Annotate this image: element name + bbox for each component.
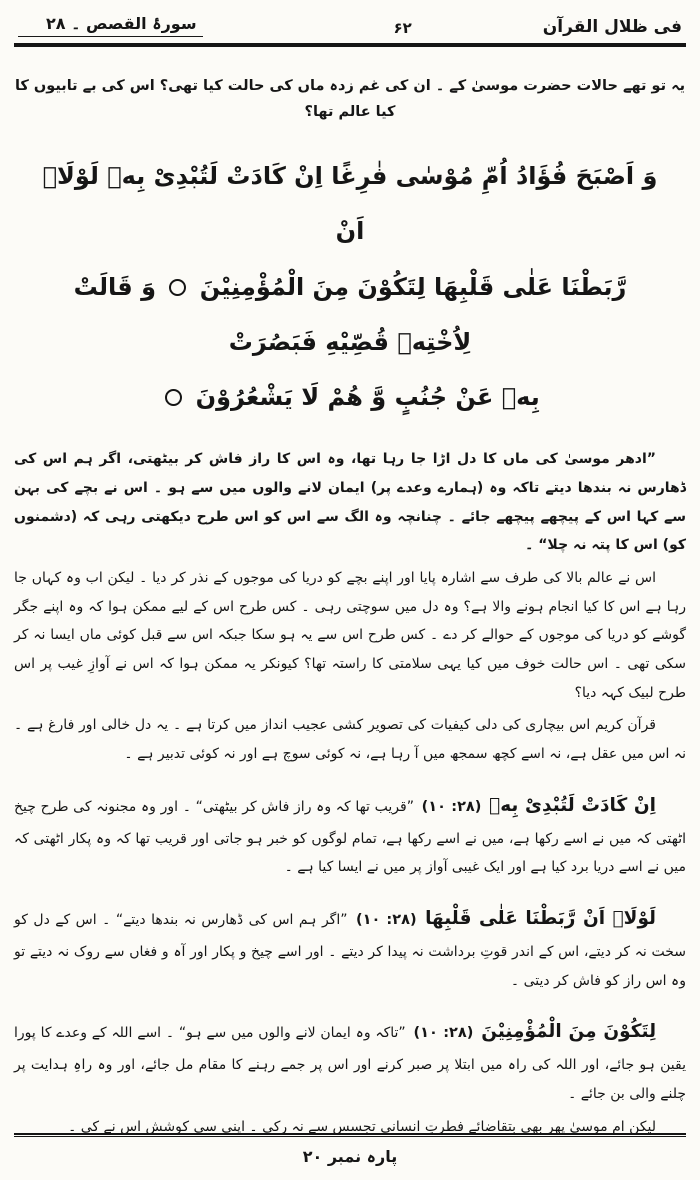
- arabic-lead-phrase: اِنْ کَادَتْ لَتُبْدِیْ بِهٖ: [489, 794, 657, 816]
- header-rule: [14, 43, 686, 47]
- tafsir-paragraph: [14, 711, 686, 768]
- intro-line: یہ تو تھے حالات حضرت موسیٰ کے ۔ ان کی غم زدہ ماں کی حالت کیا تھی؟ اس کی بے تابیوں کا کیا عالم تھا؟: [14, 78, 686, 121]
- tafsir-paragraph: [14, 900, 686, 995]
- page-header: [14, 10, 686, 43]
- para-number: پارہ نمبر ۲۰: [302, 1147, 398, 1166]
- paragraph-text: ”تاکہ وہ ایمان لانے والوں میں سے ہو“ ۔ اسے اللہ کے وعدے کا پورا یقین ہو جائے، اور اللہ کی راہ میں ابتلا پر صبر کرنے اور اس پر جمے رہنے کا مقام مل جائے، اور وہ راہِ ہدایت پر چلنے والی بن جائے ۔: [14, 1025, 686, 1102]
- paragraph-text: قرآن کریم اس بیچاری کی دلی کیفیات کی تصویر کشی عجیب انداز میں کرتا ہے ۔ یہ دل خالی اور فارغ ہے ۔ نہ اس میں عقل ہے، نہ اسے کچھ سمجھ میں آ رہا ہے، نہ کوئی سوچ ہے اور نہ کوئی تدبیر ہے ۔: [14, 717, 686, 762]
- page-footer: [14, 1133, 686, 1166]
- translation-paragraph: [14, 445, 686, 560]
- tafsir-paragraph: [14, 1013, 686, 1108]
- page-number: ۶۲: [393, 19, 412, 37]
- verse-text: وَ قَالَتْ لِاُخْتِهٖ قُصِّیْهِ فَبَصُرَتْ: [73, 272, 472, 356]
- quran-verse-line-1: [34, 149, 666, 259]
- quran-verse-line-3: [34, 370, 666, 425]
- verse-reference: (۲۸: ۱۰): [355, 911, 417, 928]
- tafsir-paragraph: [14, 787, 686, 882]
- ayah-end-icon: [169, 279, 186, 296]
- body-text: [14, 445, 686, 1141]
- quran-verse-line-2: [34, 260, 666, 370]
- paragraph-text: اس نے عالم بالا کی طرف سے اشارہ پایا اور اپنے بچے کو دریا کی موجوں کے نذر کر دیا ۔ لیکن اب وہ کہاں جا رہا ہے اس کا کیا انجام ہونے والا ہے؟ وہ دل میں سوچتی رہی ۔ کس طرح اس کے لیے ممکن ہوا کہ وہ اپنے جگر گوشے کو دریا کی موجوں کے حوالے کر دے ۔ کس طرح اس سے یہ ہو سکا جبکہ اس سے قبل کوئی ماں ایسا نہ کر سکی تھی ۔ اس حالت خوف میں کیا یہی سلامتی کا راستہ تھا؟ کیونکر یہ ممکن ہوا کہ اس نے آوازِ غیب پر اس طرح لبیک کہہ دیا؟: [14, 569, 686, 701]
- arabic-lead-phrase: لِتَکُوْنَ مِنَ الْمُؤْمِنِیْنَ: [481, 1021, 657, 1043]
- paragraph-text: ”اگر ہم اس کی ڈھارس نہ بندھا دیتے“ ۔ اس کے دل کو سخت نہ کر دیتے، اس کے اندر قوتِ برداشت نہ پیدا کر دیتے ۔ اور اسے چیخ و پکار اور آہ و فغاں سے روک نہ دیتے تو وہ اس راز کو فاش کر دیتی ۔: [14, 911, 686, 989]
- book-title: فی ظلال القرآن: [542, 17, 682, 37]
- verse-text: وَ اَصْبَحَ فُؤَادُ اُمِّ مُوْسٰی فٰرِغًا اِنْ کَادَتْ لَتُبْدِیْ بِهٖ لَوْلَاۤ اَنْ: [42, 162, 658, 246]
- paragraph-text: لیکن ام موسیٰ پھر بھی بتقاضائے فطرتِ انسانی تجسس سے نہ رکی ۔ اپنی سی کوشش اس نے کی ۔: [68, 1118, 656, 1135]
- verse-text: بِهٖ عَنْ جُنُبٍ وَّ هُمْ لَا یَشْعُرُوْنَ: [195, 382, 540, 411]
- paragraph-text: ”قریب تھا کہ وہ راز فاش کر بیٹھتی“ ۔ اور وہ مجنونہ کی طرح چیخ اٹھتی کہ میں نے اسے رکھا ہے، میں نے اسے رکھا ہے، تمام لوگوں کو خبر ہو جاتی اور قریب تھا کہ وہ پکار اٹھتی کہ میں نے اسے دریا برد کیا ہے اور ایک غیبی آواز پر میں نے ایسا کیا ہے ۔: [14, 798, 686, 876]
- verse-reference: (۲۸: ۱۰): [421, 798, 482, 815]
- surah-title: سورۂ القصص ۔ ۲۸: [18, 14, 203, 37]
- footer-rule: [14, 1133, 686, 1137]
- paragraph-text: ”ادھر موسیٰ کی ماں کا دل اڑا جا رہا تھا، وہ اس کا راز فاش کر بیٹھتی، اگر ہم اس کی ڈھارس نہ بندھا دیتے تاکہ وہ (ہمارے وعدے پر) ایمان لانے والوں میں سے ہو ۔ اس نے بچے کی بہن سے کہا اس کے پیچھے پیچھے جائے ۔ چنانچہ وہ الگ سے اس کو اس طرح دیکھتی رہی کہ (دشمنوں کو) اس کا پتہ نہ چلا“ ۔: [14, 451, 686, 554]
- arabic-lead-phrase: لَوْلَاۤ اَنْ رَّبَطْنَا عَلٰی قَلْبِهَا: [425, 907, 656, 929]
- tafsir-paragraph: [14, 564, 686, 707]
- verse-text: رَّبَطْنَا عَلٰی قَلْبِهَا لِتَکُوْنَ مِنَ الْمُؤْمِنِیْنَ: [199, 272, 627, 301]
- verse-reference: (۲۸: ۱۰): [413, 1025, 474, 1042]
- ayah-end-icon: [165, 389, 182, 406]
- quran-verse-block: [34, 149, 666, 425]
